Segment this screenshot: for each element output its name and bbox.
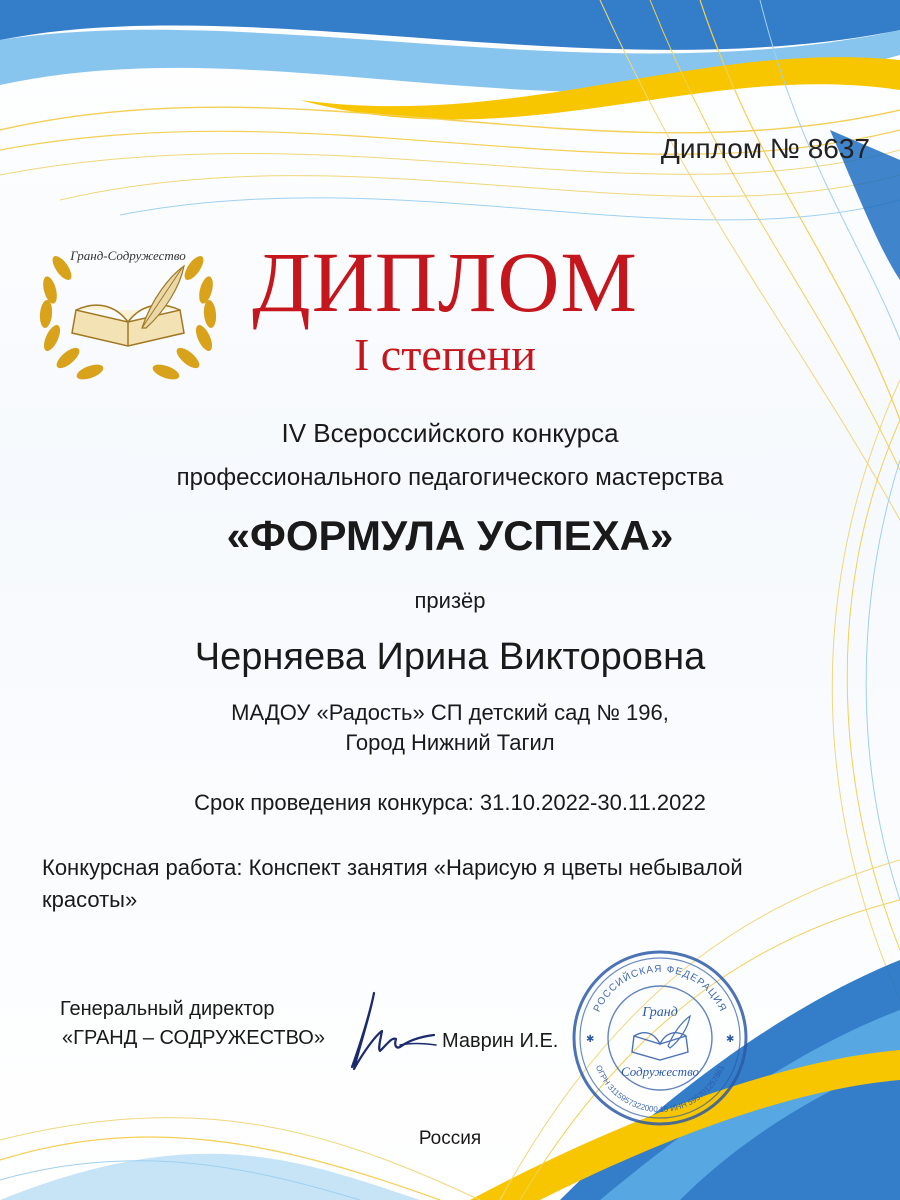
book-quill-icon: [632, 1016, 690, 1060]
organization-line-1: МАДОУ «Радость» СП детский сад № 196,: [231, 700, 669, 725]
signatory-name: Маврин И.Е.: [442, 1030, 559, 1052]
signatory-org: «ГРАНД – СОДРУЖЕСТВО»: [62, 1027, 325, 1049]
country: Россия: [418, 1128, 482, 1149]
official-stamp: [570, 948, 750, 1128]
recipient-name: Черняева Ирина Викторовна: [194, 636, 706, 678]
handwritten-signature: [330, 985, 440, 1075]
open-book-quill-icon: [72, 266, 184, 346]
contest-name: «ФОРМУЛА УСПЕХА»: [226, 512, 674, 559]
organization-line-2: Город Нижний Тагил: [345, 730, 555, 755]
svg-text:Гранд-Содружество: Гранд-Содружество: [70, 248, 186, 263]
svg-text:Содружество: Содружество: [620, 1064, 700, 1079]
diploma-degree: I степени: [353, 329, 537, 380]
svg-text:✱: ✱: [726, 1034, 735, 1045]
award-role: призёр: [414, 588, 486, 613]
contest-line-2: профессионального педагогического мастерства: [176, 464, 724, 491]
svg-text:РОССИЙСКАЯ ФЕДЕРАЦИЯ: РОССИЙСКАЯ ФЕДЕРАЦИЯ: [591, 963, 729, 1014]
grand-sodruzhestvo-logo: [32, 228, 224, 388]
diploma-title: ДИПЛОМ: [252, 234, 638, 330]
contest-period: Срок проведения конкурса: 31.10.2022-30.11.2022: [194, 790, 706, 815]
diploma-number: Диплом № 8637: [660, 133, 870, 164]
signatory-title: Генеральный директор: [60, 998, 275, 1020]
contest-line-1: IV Всероссийского конкурса: [281, 418, 619, 448]
svg-text:✱: ✱: [586, 1034, 595, 1045]
svg-text:Гранд: Гранд: [642, 1005, 678, 1020]
svg-text:ОГРН 3115957322000 15 ИНН 5957: ОГРН 3115957322000 15 ИНН 595701257861: [593, 1063, 727, 1115]
contest-work: Конкурсная работа: Конспект занятия «Нарисую я цветы небывалой красоты»: [42, 855, 743, 912]
